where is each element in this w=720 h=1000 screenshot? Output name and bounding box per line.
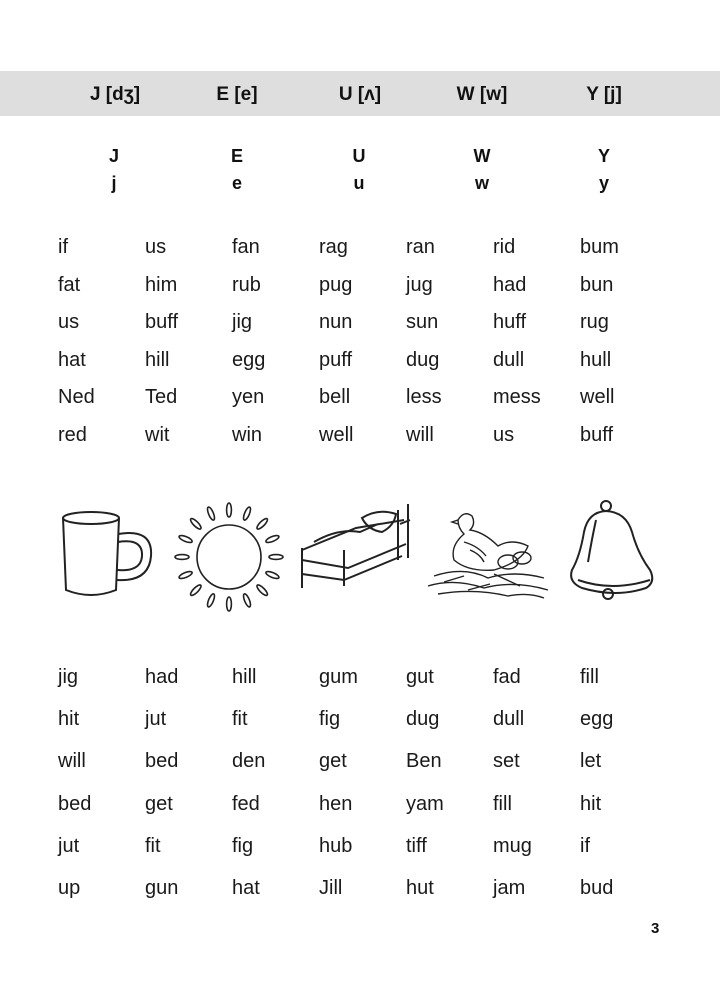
word: hull [580,348,612,371]
letter-lower-e: e [231,173,243,193]
word: dull [493,348,525,371]
word: rub [232,273,261,296]
word: hen [319,792,353,815]
hen-picture [424,506,552,602]
word: us [145,236,167,258]
bell-picture [566,498,658,610]
word: jut [145,708,167,731]
sun-ray [256,584,269,597]
word: well [319,424,354,446]
sun-ray [178,534,193,544]
sun-ray [189,584,202,597]
word: nun [319,311,353,334]
word: hit [580,792,602,815]
word: fill [580,666,599,688]
sun-ray [256,517,269,530]
word: fat [58,273,81,296]
sun-ray [242,506,252,521]
word: puff [319,348,352,371]
sun-ray [178,570,193,580]
word: bed [58,792,92,815]
word: fig [319,708,341,731]
letter-upper-e: E [230,146,244,166]
word: egg [232,348,266,371]
header-e: E [e] [216,84,258,105]
word: egg [580,708,614,731]
sun-ray [269,555,283,560]
word: fit [232,708,248,731]
letter-lower-y: y [598,173,610,193]
letter-upper-u: U [352,146,366,166]
word: jig [58,666,79,688]
word: set [493,750,520,773]
word: bum [580,236,619,258]
bed-picture [298,498,416,594]
word: jam [493,877,526,899]
sun-picture [170,498,288,616]
word: rug [580,311,609,334]
sun-ray [175,555,189,560]
word: hill [145,348,170,371]
word: let [580,750,602,773]
word: buff [580,424,613,446]
word: jig [232,311,253,334]
word: dug [406,708,440,731]
word: hat [58,348,86,371]
word: gum [319,666,358,688]
sun-ray [265,534,280,544]
word: fig [232,834,254,857]
word: up [58,877,81,899]
word: get [145,792,173,815]
word: us [58,311,80,334]
word: had [493,273,527,296]
word: jug [406,273,433,296]
word: mess [493,386,541,409]
word: had [145,666,179,688]
word: yam [406,792,444,815]
word: get [319,750,347,773]
word: fill [493,792,512,815]
word: bell [319,386,351,409]
sun-ray [206,506,216,521]
word: if [580,834,590,857]
word: hit [58,708,80,731]
word: will [406,424,434,446]
word: buff [145,311,178,334]
word: wit [145,424,170,446]
mug-picture [55,506,165,602]
word: gut [406,666,434,688]
word: dug [406,348,440,371]
word: red [58,424,87,446]
letter-lower-j: j [111,173,117,193]
word: well [580,386,615,409]
word: him [145,273,178,296]
word: bud [580,877,614,899]
word: Ben [406,750,442,773]
word: bed [145,750,179,773]
letter-upper-j: J [108,146,120,166]
word: pug [319,273,353,296]
word: us [493,424,515,446]
letter-lower-w: w [474,173,490,193]
word: sun [406,311,439,334]
word: if [58,236,68,258]
word: hut [406,877,434,899]
word: Ted [145,386,178,409]
header-j: J [dʒ] [89,84,141,105]
sun-ray [265,570,280,580]
word: rid [493,236,516,258]
word: mug [493,834,532,857]
letter-upper-w: W [473,146,491,166]
word: huff [493,311,526,334]
word: fan [232,236,260,258]
word: Jill [319,877,343,899]
letter-lower-u: u [353,173,365,193]
header-u: U [ʌ] [338,84,382,105]
word: fad [493,666,521,688]
word: dull [493,708,525,731]
page-number: 3 [651,920,660,937]
word: fit [145,834,161,857]
word: den [232,750,266,773]
word: gun [145,877,179,899]
sun-ray [189,517,202,530]
word: hill [232,666,257,688]
word: Ned [58,386,95,409]
sun-ray [227,597,232,611]
word: less [406,386,442,409]
word: ran [406,236,435,258]
sun-ray [227,503,232,517]
word: tiff [406,834,427,857]
word: hub [319,834,353,857]
word: will [58,750,86,773]
header-w: W [w] [456,84,508,105]
sun-ray [242,593,252,608]
word: rag [319,236,348,258]
sun-ray [206,593,216,608]
word: bun [580,273,614,296]
word: win [232,424,263,446]
letter-upper-y: Y [597,146,611,166]
header-y: Y [j] [586,84,622,105]
word: jut [58,834,80,857]
word: hat [232,877,260,899]
word: fed [232,792,260,815]
word: yen [232,386,265,409]
